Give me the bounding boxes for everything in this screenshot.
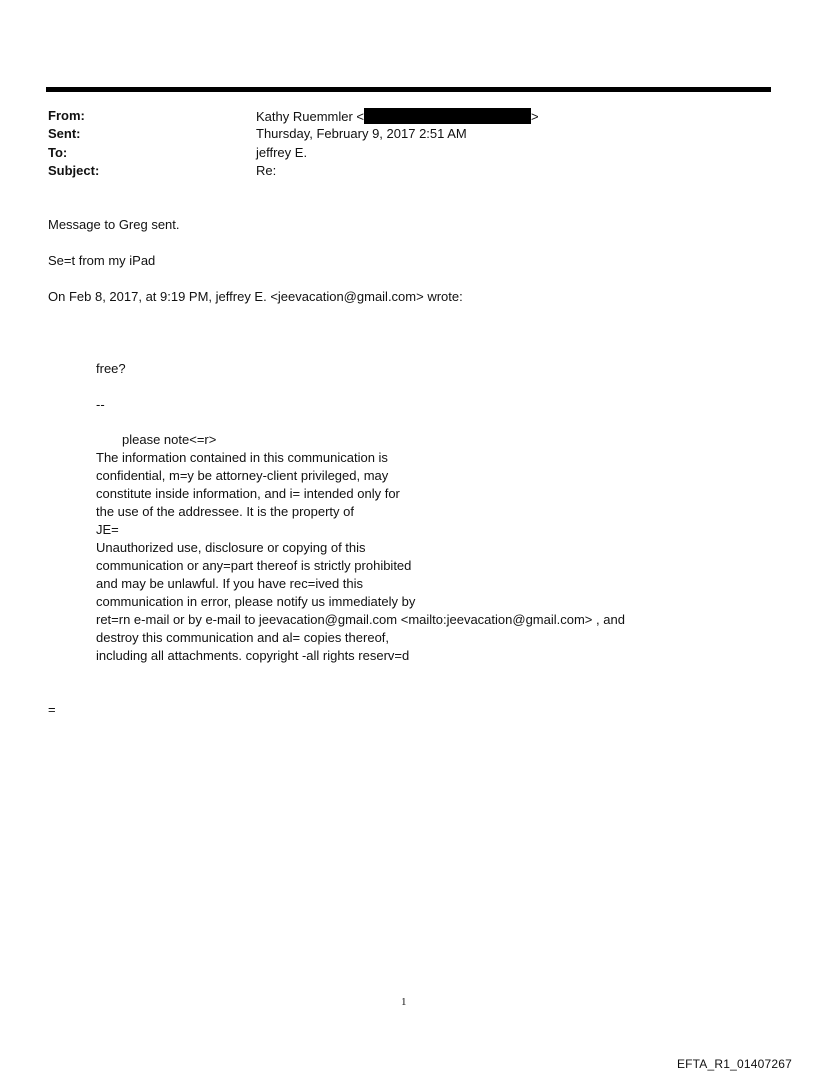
signature-line: destroy this communication and al= copies thereof, [96,630,390,645]
sent-value: Thursday, February 9, 2017 2:51 AM [256,126,467,141]
signature-line: and may be unlawful. If you have rec=ived this [96,576,364,591]
signature-line: Unauthorized use, disclosure or copying of this [96,540,366,555]
signature-line: please note<=r> [122,432,217,447]
signature-line: JE= [96,522,119,537]
signature-line: including all attachments. copyright -all rights reserv=d [96,648,410,663]
from-close: > [531,109,539,124]
from-name: Kathy Ruemmler < [256,109,365,124]
to-label: To: [48,145,68,160]
signature-line: confidential, m=y be attorney-client privileged, may [96,468,389,483]
body-line-1: Message to Greg sent. [48,217,180,232]
redaction-box [364,108,531,124]
quoted-dash: -- [96,397,105,412]
subject-value: Re: [256,163,277,178]
document-id: EFTA_R1_01407267 [676,1057,792,1071]
signature-line: communication or any=part thereof is strictly prohibited [96,558,412,573]
quoted-free: free? [96,361,126,376]
sent-label: Sent: [48,126,81,141]
to-value: jeffrey E. [256,145,308,160]
signature-line: constitute inside information, and i= intended only for [96,486,400,501]
body-line-2: Se=t from my iPad [48,253,156,268]
from-label: From: [48,108,85,123]
signature-line: the use of the addressee. It is the property of [96,504,354,519]
signature-line: ret=rn e-mail or by e-mail to jeevacation@gmail.com <mailto:jeevacation@gmail.com> , and [96,612,625,627]
body-line-3: On Feb 8, 2017, at 9:19 PM, jeffrey E. <jeevacation@gmail.com> wrote: [48,289,463,304]
trailing-equals: = [48,702,56,717]
signature-line: communication in error, please notify us immediately by [96,594,416,609]
page-number: 1 [401,996,407,1008]
from-value [256,108,539,125]
header-rule [46,87,771,92]
subject-label: Subject: [48,163,100,178]
signature-line: The information contained in this communication is [96,450,388,465]
